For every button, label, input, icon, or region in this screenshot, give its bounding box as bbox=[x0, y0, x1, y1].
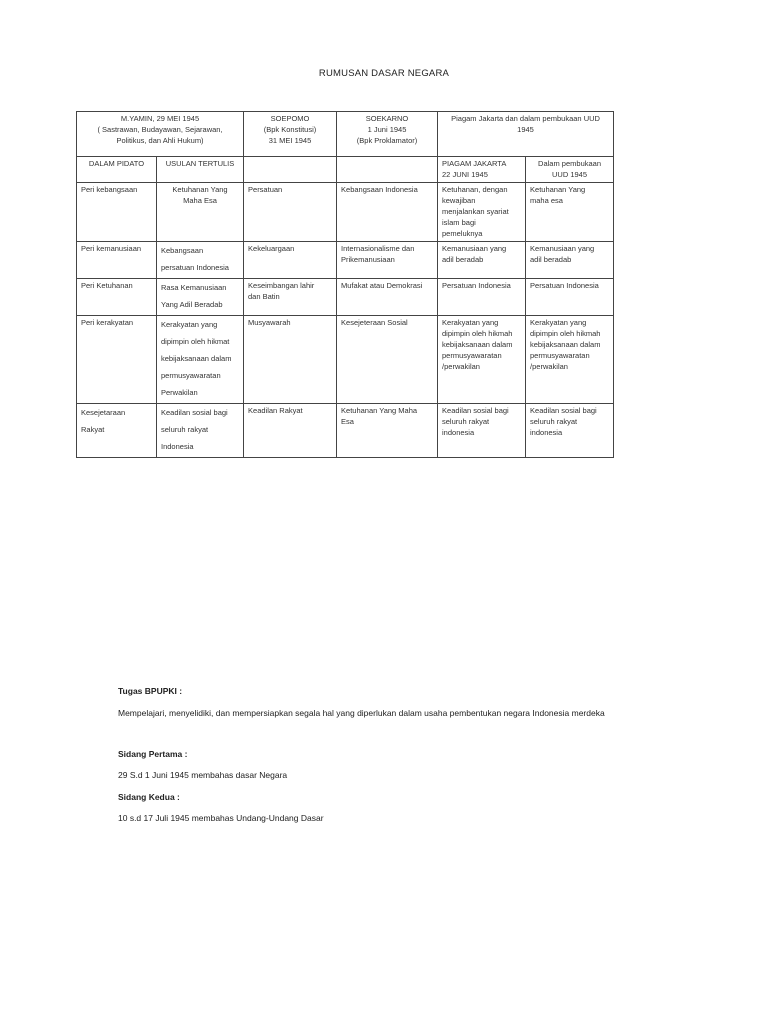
cell-line: /perwakilan bbox=[530, 362, 568, 371]
cell-usulan bbox=[157, 279, 244, 316]
cell-line: SOEKARNO bbox=[365, 114, 409, 123]
cell-soekarno bbox=[337, 316, 438, 404]
cell-piagam bbox=[438, 404, 526, 458]
cell-line: Keadilan Rakyat bbox=[248, 406, 303, 415]
cell-piagam bbox=[438, 183, 526, 242]
cell-line: SOEPOMO bbox=[270, 114, 310, 123]
sidang-kedua-text: 10 s.d 17 Juli 1945 membahas Undang-Undang Dasar bbox=[118, 813, 324, 823]
cell-line: ( Sastrawan, Budayawan, Sejarawan, bbox=[97, 125, 223, 134]
cell-line: permusyawaratan bbox=[442, 351, 502, 360]
cell-pembukaan bbox=[526, 242, 614, 279]
cell-line: Kerakyatan yang bbox=[161, 320, 218, 329]
cell-line: dan Batin bbox=[248, 292, 280, 301]
sidang-pertama-heading: Sidang Pertama : bbox=[118, 749, 188, 759]
cell-soekarno bbox=[337, 404, 438, 458]
tugas-bpupki-heading: Tugas BPUPKI : bbox=[118, 686, 183, 696]
cell-soepomo bbox=[244, 242, 337, 279]
cell-line: Persatuan Indonesia bbox=[442, 281, 511, 290]
cell-line: Kerakyatan yang bbox=[442, 318, 499, 327]
cell-line: Kebangsaan bbox=[161, 246, 204, 255]
cell-line: Prikemanusiaan bbox=[341, 255, 395, 264]
cell-line: menjalankan syariat bbox=[442, 207, 509, 216]
subheader-dalam-pidato: DALAM PIDATO bbox=[77, 157, 157, 183]
subheader-usulan-tertulis: USULAN TERTULIS bbox=[157, 157, 244, 183]
header-yamin bbox=[77, 112, 244, 157]
cell-pidato bbox=[77, 404, 157, 458]
cell-line: (Bpk Konstitusi) bbox=[263, 125, 317, 134]
tugas-bpupki-text: Mempelajari, menyelidiki, dan mempersiapkan segala hal yang diperlukan dalam usaha pembentukan negara Indonesia merdeka bbox=[118, 708, 605, 718]
cell-usulan bbox=[157, 316, 244, 404]
cell-soepomo bbox=[244, 316, 337, 404]
cell-line: 22 JUNI 1945 bbox=[442, 170, 488, 179]
cell-line: Ketuhanan Yang bbox=[530, 185, 586, 194]
cell-line: islam bagi bbox=[442, 218, 476, 227]
cell-line: permusyawaratan bbox=[161, 371, 221, 380]
cell-line: dipimpin oleh hikmah bbox=[530, 329, 601, 338]
cell-line: Keadilan sosial bagi bbox=[442, 406, 509, 415]
cell-line: Rasa Kemanusiaan bbox=[161, 283, 227, 292]
cell-line: kewajiban bbox=[442, 196, 476, 205]
table-row bbox=[77, 242, 614, 279]
cell-line: Kemanusiaan yang bbox=[442, 244, 507, 253]
cell-pembukaan bbox=[526, 279, 614, 316]
header-soepomo bbox=[244, 112, 337, 157]
cell-line: Kerakyatan yang bbox=[530, 318, 587, 327]
subheader-dalam-pembukaan bbox=[526, 157, 614, 183]
cell-line: indonesia bbox=[530, 428, 563, 437]
cell-piagam bbox=[438, 316, 526, 404]
cell-line: pemeluknya bbox=[442, 229, 483, 238]
cell-usulan bbox=[157, 183, 244, 242]
cell-line: Politikus, dan Ahli Hukum) bbox=[116, 136, 204, 145]
cell-line: Internasionalisme dan bbox=[341, 244, 415, 253]
header-soekarno bbox=[337, 112, 438, 157]
cell-line: Peri kemanusiaan bbox=[81, 244, 142, 253]
cell-pidato bbox=[77, 183, 157, 242]
cell-soepomo bbox=[244, 279, 337, 316]
cell-line: indonesia bbox=[442, 428, 475, 437]
cell-pidato bbox=[77, 279, 157, 316]
cell-line: Musyawarah bbox=[248, 318, 291, 327]
cell-line: maha esa bbox=[530, 196, 563, 205]
cell-line: /perwakilan bbox=[442, 362, 480, 371]
subheader-empty-soepomo bbox=[244, 157, 337, 183]
cell-line: Indonesia bbox=[161, 442, 194, 451]
cell-line: adil beradab bbox=[442, 255, 484, 264]
cell-line: Kemanusiaan yang bbox=[530, 244, 595, 253]
cell-line: Peri Ketuhanan bbox=[81, 281, 133, 290]
cell-line: seluruh rakyat bbox=[161, 425, 209, 434]
table-row bbox=[77, 404, 614, 458]
cell-pembukaan bbox=[526, 183, 614, 242]
cell-line: UUD 1945 bbox=[552, 170, 588, 179]
table-row bbox=[77, 183, 614, 242]
cell-line: Keadilan sosial bagi bbox=[161, 408, 228, 417]
cell-line: Persatuan bbox=[248, 185, 283, 194]
cell-line: Yang Adil Beradab bbox=[161, 300, 223, 309]
cell-line: adil beradab bbox=[530, 255, 572, 264]
cell-line: (Bpk Proklamator) bbox=[356, 136, 418, 145]
cell-pidato bbox=[77, 316, 157, 404]
cell-line: Peri kerakyatan bbox=[81, 318, 134, 327]
cell-line: kebijaksanaan dalam bbox=[161, 354, 232, 363]
cell-line: seluruh rakyat bbox=[442, 417, 490, 426]
cell-line: Rakyat bbox=[81, 425, 105, 434]
cell-pembukaan bbox=[526, 316, 614, 404]
cell-line: 1945 bbox=[517, 125, 534, 134]
cell-line: Mufakat atau Demokrasi bbox=[341, 281, 423, 290]
cell-line: Peri kebangsaan bbox=[81, 185, 138, 194]
cell-line: persatuan Indonesia bbox=[161, 263, 229, 272]
cell-line: PIAGAM JAKARTA bbox=[442, 159, 507, 168]
sidang-kedua-heading: Sidang Kedua : bbox=[118, 792, 180, 802]
cell-usulan bbox=[157, 404, 244, 458]
cell-soekarno bbox=[337, 183, 438, 242]
cell-line: Keadilan sosial bagi bbox=[530, 406, 597, 415]
subheader-row bbox=[77, 157, 614, 183]
cell-line: Piagam Jakarta dan dalam pembukaan UUD bbox=[451, 114, 600, 123]
cell-line: M.YAMIN, 29 MEI 1945 bbox=[120, 114, 200, 123]
cell-soekarno bbox=[337, 242, 438, 279]
cell-line: dipimpin oleh hikmah bbox=[442, 329, 513, 338]
cell-line: Ketuhanan, dengan bbox=[442, 185, 508, 194]
cell-line: Kesejeteraan Sosial bbox=[341, 318, 408, 327]
cell-line: Perwakilan bbox=[161, 388, 198, 397]
cell-usulan bbox=[157, 242, 244, 279]
cell-pidato bbox=[77, 242, 157, 279]
rumusan-dasar-negara-table bbox=[76, 111, 614, 458]
cell-line: Ketuhanan Yang Maha bbox=[341, 406, 418, 415]
cell-pembukaan bbox=[526, 404, 614, 458]
cell-line: kebijaksanaan dalam bbox=[442, 340, 513, 349]
cell-piagam bbox=[438, 242, 526, 279]
cell-line: 31 MEI 1945 bbox=[268, 136, 312, 145]
cell-line: kebijaksanaan dalam bbox=[530, 340, 601, 349]
cell-piagam bbox=[438, 279, 526, 316]
cell-soekarno bbox=[337, 279, 438, 316]
subheader-empty-soekarno bbox=[337, 157, 438, 183]
cell-line: Kekeluargaan bbox=[248, 244, 295, 253]
table-row bbox=[77, 316, 614, 404]
cell-line: dipimpin oleh hikmat bbox=[161, 337, 230, 346]
cell-line: Esa bbox=[341, 417, 354, 426]
cell-line: Kesejetaraan bbox=[81, 408, 126, 417]
cell-line: Kebangsaan Indonesia bbox=[341, 185, 418, 194]
sidang-pertama-text: 29 S.d 1 Juni 1945 membahas dasar Negara bbox=[118, 770, 288, 780]
header-row bbox=[77, 112, 614, 157]
cell-soepomo bbox=[244, 183, 337, 242]
header-piagam bbox=[438, 112, 614, 157]
cell-soepomo bbox=[244, 404, 337, 458]
cell-line: Keseimbangan lahir bbox=[248, 281, 315, 290]
cell-line: seluruh rakyat bbox=[530, 417, 578, 426]
cell-line: Maha Esa bbox=[183, 196, 217, 205]
cell-line: 1 Juni 1945 bbox=[367, 125, 407, 134]
cell-line: permusyawaratan bbox=[530, 351, 590, 360]
page-title: RUMUSAN DASAR NEGARA bbox=[318, 68, 450, 79]
cell-line: Persatuan Indonesia bbox=[530, 281, 599, 290]
cell-line: Dalam pembukaan bbox=[538, 159, 601, 168]
cell-line: Ketuhanan Yang bbox=[172, 185, 228, 194]
subheader-piagam-jakarta bbox=[438, 157, 526, 183]
table-row bbox=[77, 279, 614, 316]
